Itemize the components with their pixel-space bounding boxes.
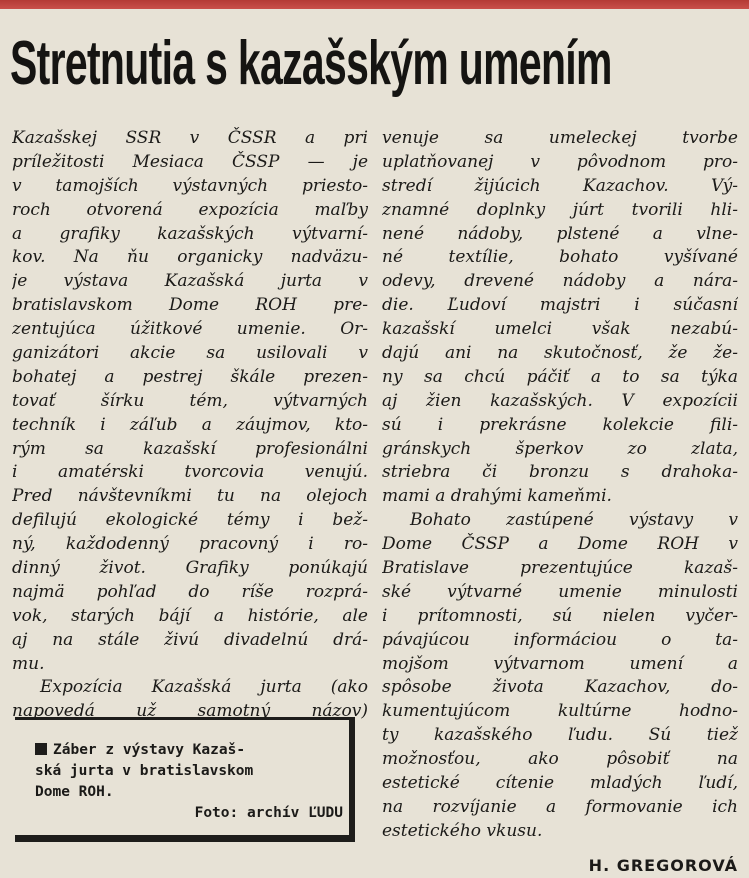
text-line: najmä pohľad do ríše rozprá-	[12, 581, 368, 602]
text-line: zentujúca úžitkové umenie. Or-	[12, 319, 368, 340]
article-column-right	[382, 127, 738, 878]
article-headline: Stretnutia s kazašským umením	[10, 29, 612, 98]
text-line: príležitosti Mesiaca ČSSP — je	[12, 151, 368, 172]
article-column-left	[12, 127, 368, 724]
text-line: estetické cítenie mladých ľudí,	[382, 773, 738, 794]
text-line: a grafiky kazašských výtvarní-	[12, 223, 368, 244]
caption-line	[35, 740, 343, 761]
text-line: rým sa kazašskí profesionálni	[12, 438, 368, 459]
text-line: roch otvorená expozícia maľby	[12, 199, 368, 220]
photo-caption-box	[15, 717, 355, 842]
text-line: odevy, drevené nádoby a nára-	[382, 271, 738, 292]
text-line: možnosťou, ako pôsobiť na	[382, 749, 738, 770]
text-line: né textílie, bohato vyšívané	[382, 247, 738, 268]
text-line: Dome ČSSP a Dome ROH v	[382, 534, 738, 555]
text-line: Expozícia Kazašská jurta (ako	[40, 677, 368, 698]
text-line: dinný život. Grafiky ponúkajú	[12, 558, 368, 579]
text-line: Bohato zastúpené výstavy v	[410, 510, 738, 531]
photo-caption	[35, 740, 343, 824]
text-line: gránskych šperkov zo zlata,	[382, 438, 738, 459]
text-line: ganizátori akcie sa usilovali v	[12, 343, 368, 364]
text-line: i prítomnosti, sú nielen vyčer-	[382, 605, 738, 626]
text-line: znamné doplnky júrt tvorili hli-	[382, 199, 738, 220]
text-line: estetického vkusu.	[382, 820, 543, 841]
text-line: stredí žijúcich Kazachov. Vý-	[382, 175, 738, 196]
author-signature: H. GREGOROVÁ	[588, 855, 738, 875]
text-line: kazašskí umelci však nezabú-	[382, 319, 738, 340]
text-line: tovať šírku tém, výtvarných	[12, 390, 368, 411]
text-line: aj žien kazašských. V expozícii	[382, 390, 738, 411]
photo-credit: Foto: archív ĽUDU	[194, 805, 343, 821]
text-line: mami a drahými kameňmi.	[382, 486, 612, 507]
text-line: die. Ľudoví majstri i súčasní	[382, 295, 738, 316]
text-line: na rozvíjanie a formovanie ich	[382, 796, 738, 817]
text-line: dajú ani na skutočnosť, že že-	[382, 343, 738, 364]
text-line: venuje sa umeleckej tvorbe	[382, 128, 738, 148]
text-line: sú i prekrásne kolekcie fili-	[382, 414, 738, 435]
text-line: i amatérski tvorcovia venujú.	[12, 462, 368, 483]
text-line: je výstava Kazašská jurta v	[12, 271, 368, 292]
caption-text: Záber z výstavy Kazaš-	[53, 742, 246, 758]
text-line: napovedá už samotný názov)	[12, 701, 368, 722]
text-line: v tamojších výstavných priesto-	[12, 175, 368, 196]
text-line: nené nádoby, plstené a vlne-	[382, 223, 738, 244]
text-line: kumentujúcom kultúrne hodno-	[382, 701, 738, 722]
text-line: spôsobe života Kazachov, do-	[382, 677, 738, 698]
text-line: techník i záľub a záujmov, kto-	[12, 414, 368, 435]
text-line: ný, každodenný pracovný i ro-	[12, 534, 368, 555]
text-line: pávajúcou informáciou o ta-	[382, 629, 738, 650]
text-line: aj na stále živú divadelnú drá-	[12, 629, 368, 650]
text-line: ny sa chcú páčiť a to sa týka	[382, 366, 738, 387]
square-bullet-icon	[35, 743, 47, 755]
text-line: Kazašskej SSR v ČSSR a pri	[12, 128, 368, 148]
caption-line: Dome ROH.	[35, 784, 114, 800]
top-red-rule	[0, 0, 749, 9]
caption-line: ská jurta v bratislavskom	[35, 763, 254, 779]
text-line: bratislavskom Dome ROH pre-	[12, 295, 368, 316]
text-line: vok, starých bájí a histórie, ale	[12, 605, 368, 626]
text-line: bohatej a pestrej škále prezen-	[12, 366, 368, 387]
text-line: Bratislave prezentujúce kazaš-	[382, 558, 738, 579]
text-line: kov. Na ňu organicky nadväzu-	[12, 247, 368, 268]
text-line: ty kazašského ľudu. Sú tiež	[382, 725, 738, 746]
text-line: mojšom výtvarnom umení a	[382, 653, 738, 674]
text-line: striebra či bronzu s drahoka-	[382, 462, 738, 483]
text-line: uplatňovanej v pôvodnom pro-	[382, 151, 738, 172]
text-line: Pred návštevníkmi tu na olejoch	[12, 486, 368, 507]
text-line: ské výtvarné umenie minulosti	[382, 581, 738, 602]
text-line: defilujú ekologické témy i bež-	[12, 510, 368, 531]
text-line: mu.	[12, 653, 45, 674]
